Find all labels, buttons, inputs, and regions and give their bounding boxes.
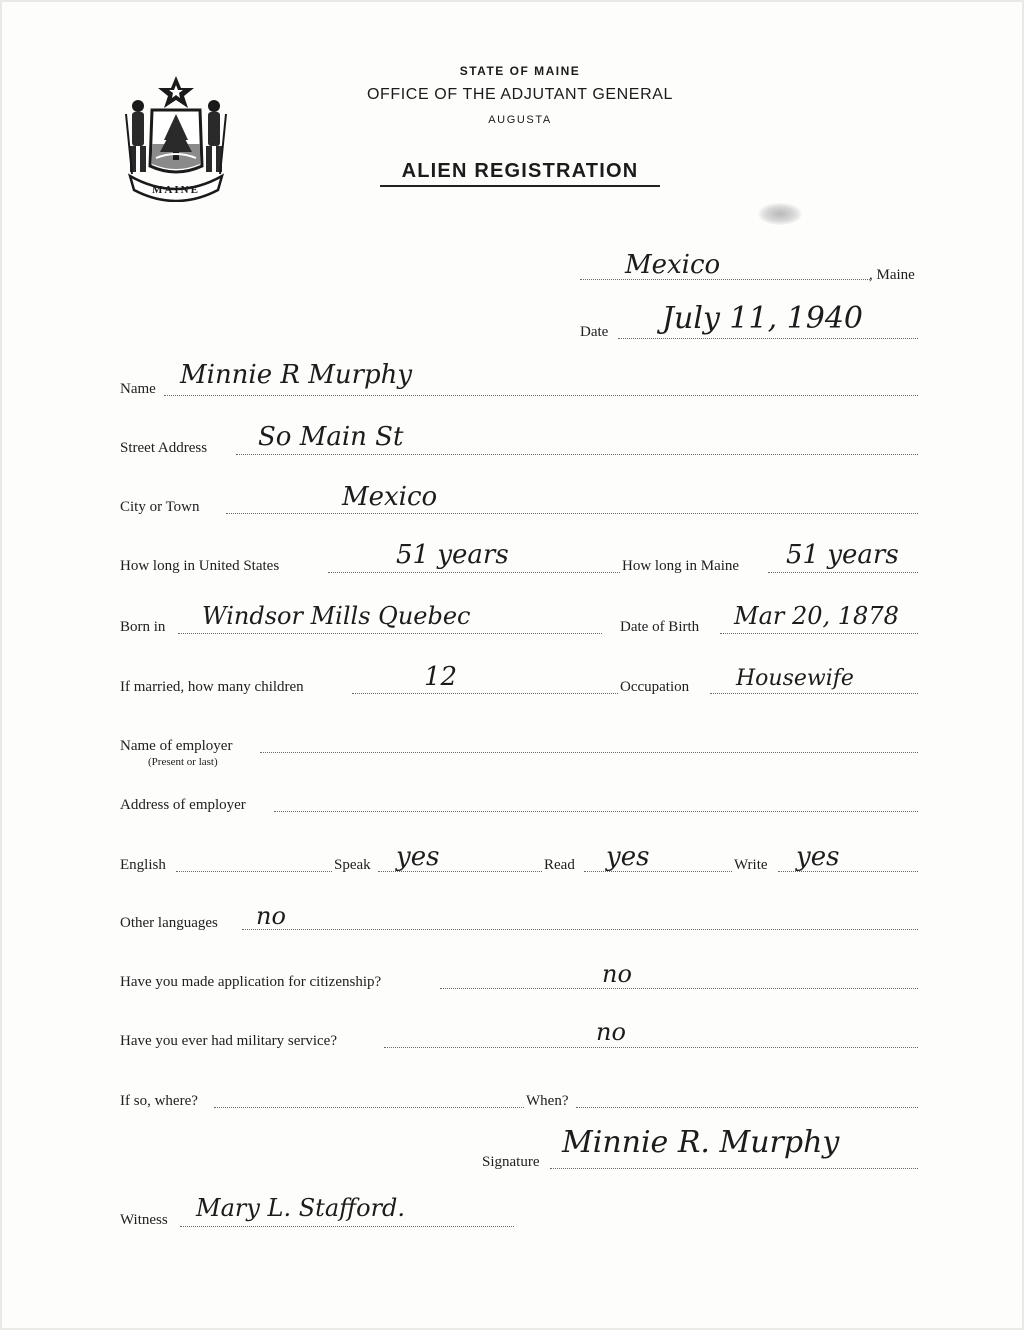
- when-label: When?: [526, 1093, 569, 1109]
- city-or-town-line: [226, 513, 918, 514]
- how-long-maine-line: [768, 572, 918, 573]
- if-so-where-line: [214, 1107, 524, 1108]
- other-languages-label: Other languages: [120, 915, 218, 931]
- if-so-where-label: If so, where?: [120, 1093, 198, 1109]
- children-value: 12: [424, 662, 458, 692]
- english-line: [176, 871, 332, 872]
- write-label: Write: [734, 857, 768, 873]
- street-address-line: [236, 454, 918, 455]
- office-heading: OFFICE OF THE ADJUTANT GENERAL: [366, 86, 674, 103]
- form-title: ALIEN REGISTRATION: [401, 160, 639, 182]
- employer-name-label: Name of employer: [120, 738, 233, 754]
- date-of-birth-label: Date of Birth: [620, 619, 700, 635]
- citizenship-line: [440, 988, 918, 989]
- speak-value: yes: [396, 842, 440, 872]
- military-line: [384, 1047, 918, 1048]
- witness-label: Witness: [120, 1212, 168, 1228]
- military-value: no: [596, 1018, 626, 1046]
- title-underline: [380, 185, 660, 187]
- signature-line: [550, 1168, 918, 1169]
- english-label: English: [120, 857, 166, 873]
- name-line: [164, 395, 918, 396]
- born-in-label: Born in: [120, 619, 166, 635]
- read-value: yes: [606, 842, 650, 872]
- citizenship-value: no: [602, 960, 632, 988]
- employer-address-line: [274, 811, 918, 812]
- city-heading: AUGUSTA: [488, 114, 552, 126]
- street-address-value: So Main St: [258, 422, 404, 452]
- name-value: Minnie R Murphy: [180, 360, 413, 390]
- occupation-label: Occupation: [620, 679, 690, 695]
- occupation-line: [710, 693, 918, 694]
- citizenship-label: Have you made application for citizenship?: [120, 974, 382, 990]
- ink-smudge: [758, 203, 802, 225]
- employer-address-label: Address of employer: [120, 797, 246, 813]
- town-value: Mexico: [625, 250, 721, 280]
- date-label: Date: [580, 324, 609, 340]
- read-label: Read: [544, 857, 575, 873]
- other-languages-line: [242, 929, 918, 930]
- how-long-us-value: 51 years: [396, 540, 509, 570]
- city-or-town-value: Mexico: [342, 482, 438, 512]
- city-or-town-label: City or Town: [120, 499, 200, 515]
- employer-name-note: (Present or last): [148, 756, 218, 768]
- military-label: Have you ever had military service?: [120, 1033, 337, 1049]
- born-in-value: Windsor Mills Quebec: [202, 602, 471, 630]
- signature-label: Signature: [482, 1154, 540, 1170]
- witness-value: Mary L. Stafford.: [196, 1194, 406, 1222]
- speak-label: Speak: [334, 857, 371, 873]
- children-label: If married, how many children: [120, 679, 304, 695]
- when-line: [576, 1107, 918, 1108]
- how-long-maine-value: 51 years: [786, 540, 899, 570]
- date-value: July 11, 1940: [662, 301, 864, 336]
- how-long-maine-label: How long in Maine: [622, 558, 740, 574]
- name-label: Name: [120, 381, 156, 397]
- children-line: [352, 693, 618, 694]
- seal-banner-text: MAINE: [152, 184, 200, 196]
- street-address-label: Street Address: [120, 440, 208, 456]
- witness-line: [180, 1226, 514, 1227]
- employer-name-line: [260, 752, 918, 753]
- born-in-line: [178, 633, 602, 634]
- date-of-birth-value: Mar 20, 1878: [734, 602, 899, 630]
- town-line: [580, 279, 870, 280]
- state-heading: STATE OF MAINE: [459, 64, 581, 78]
- signature-value: Minnie R. Murphy: [562, 1125, 840, 1160]
- other-languages-value: no: [256, 902, 286, 930]
- maine-label: , Maine: [869, 267, 915, 283]
- date-line: [618, 338, 918, 339]
- how-long-us-line: [328, 572, 620, 573]
- occupation-value: Housewife: [736, 666, 854, 691]
- write-value: yes: [796, 842, 840, 872]
- date-of-birth-line: [720, 633, 918, 634]
- how-long-us-label: How long in United States: [120, 558, 280, 574]
